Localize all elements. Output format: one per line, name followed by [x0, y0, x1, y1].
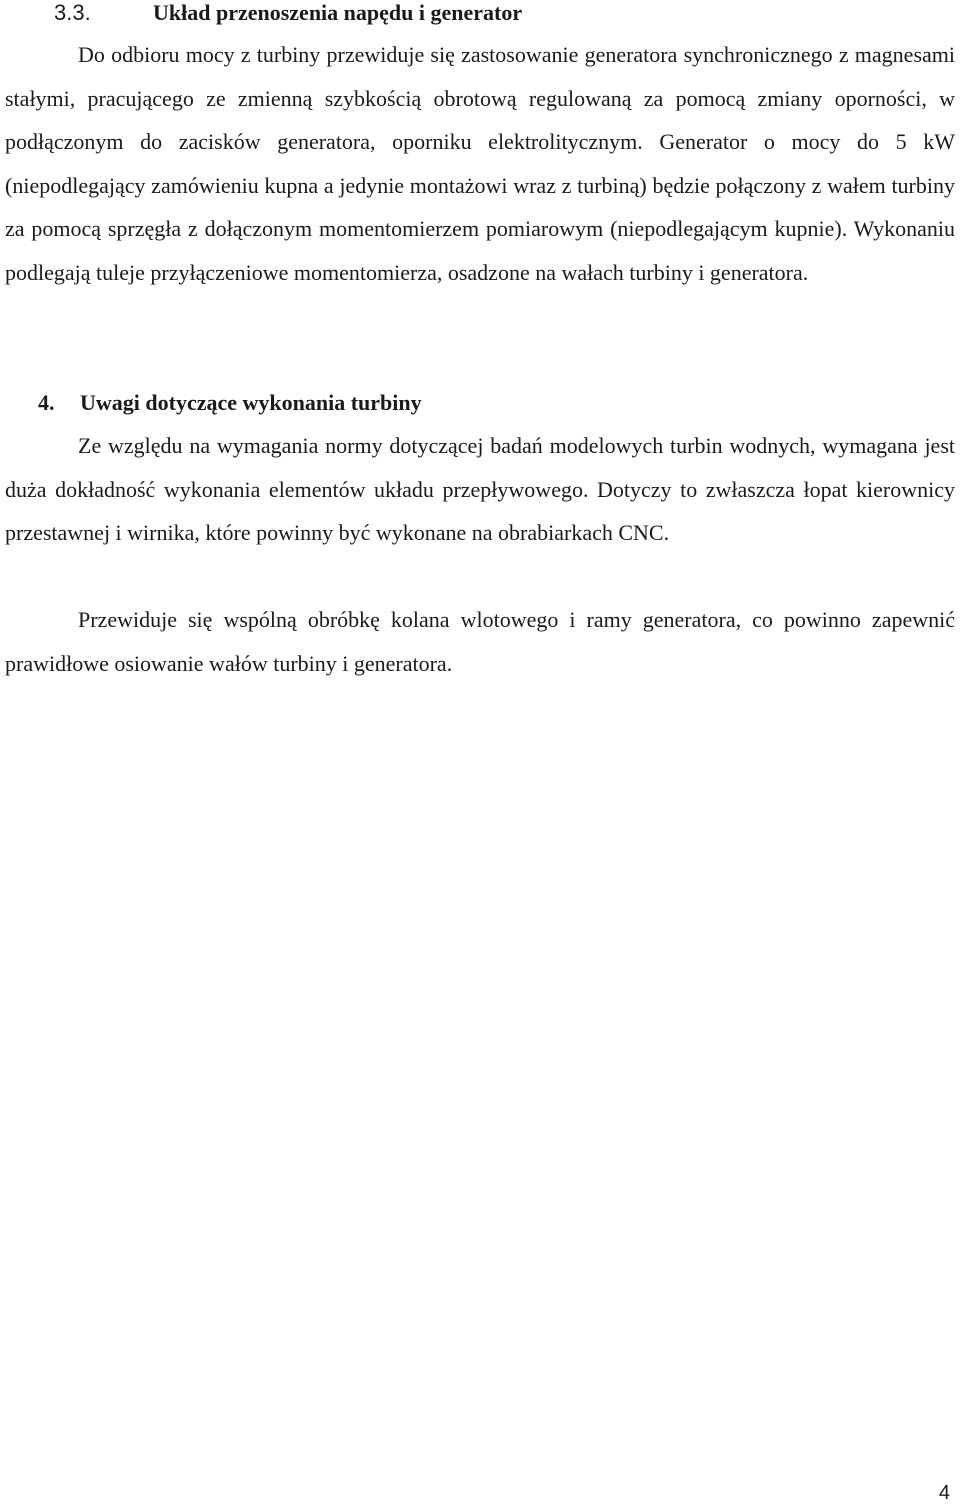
section-4-paragraph-2: Przewiduje się wspólną obróbkę kolana wlotowego i ramy generatora, co powinno zapewnić prawidłowe osiowanie wałów turbiny i generatora.: [5, 607, 955, 676]
section-3-3-heading: [54, 0, 522, 26]
section-4-paragraph-1: Ze względu na wymagania normy dotyczącej badań modelowych turbin wodnych, wymagana jest duża dokładność wykonania elementów układu przepływowego. Dotyczy to zwłaszcza łopat kierownicy przestawnej i wirnika, które powinny być wykonane na obrabiarkach CNC.: [5, 433, 955, 546]
section-3-3-number: 3.3.: [54, 0, 91, 25]
page-number: 4: [938, 1482, 950, 1504]
section-4-number: 4.: [38, 390, 55, 415]
section-3-3-title: Układ przenoszenia napędu i generator: [153, 0, 523, 25]
section-3-3-paragraph: Do odbioru mocy z turbiny przewiduje się zastosowanie generatora synchronicznego z magnesami stałymi, pracującego ze zmienną szybkością obrotową regulowaną za pomocą zmiany oporności, w podłączonym do zacisków generatora, oporniku elektrolitycznym. Generator o mocy do 5 kW (niepodlegający zamówieniu kupna a jedynie montażowi wraz z turbiną) będzie połączony z wałem turbiny za pomocą sprzęgła z dołączonym momentomierzem pomiarowym (niepodlegającym kupnie). Wykonaniu podlegają tuleje przyłączeniowe momentomierza, osadzone na wałach turbiny i generatora.: [5, 42, 955, 285]
section-4-title: Uwagi dotyczące wykonania turbiny: [80, 390, 422, 415]
section-4-heading: [38, 390, 422, 416]
